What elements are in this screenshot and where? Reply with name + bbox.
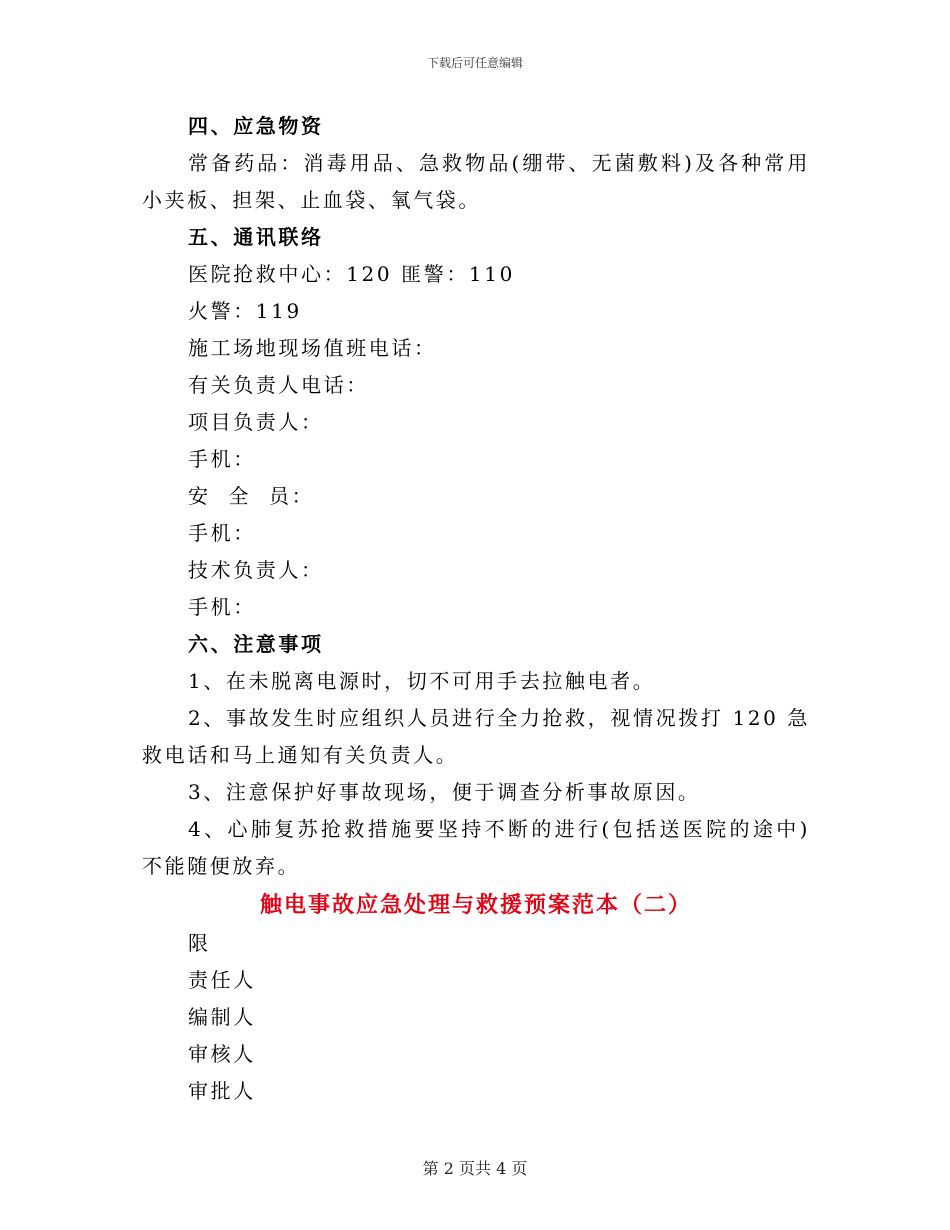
note-item-2: 2、事故发生时应组织人员进行全力抢救，视情况拨打 120 急救电话和马上通知有关负责人。 (142, 706, 810, 767)
part-two-line-reviewer: 审核人 (188, 1042, 256, 1066)
note-item-4: 4、心肺复苏抢救措施要坚持不断的进行(包括送医院的途中)不能随便放弃。 (142, 817, 810, 878)
contact-line-project-lead: 项目负责人： (188, 410, 324, 434)
part-two-line-approver: 审批人 (188, 1079, 256, 1103)
part-two-title: 触电事故应急处理与救援预案范本（二） (259, 892, 692, 918)
page-footer: 第 2 页共 4 页 (422, 1159, 528, 1178)
contact-line-fire: 火警：119 (188, 299, 302, 323)
supplies-paragraph: 常备药品：消毒用品、急救物品(绷带、无菌敷料)及各种常用小夹板、担架、止血袋、氧气袋。 (142, 151, 810, 212)
contact-line-mobile-3: 手机： (188, 595, 256, 619)
contact-line-safety-officer: 安 全 员： (188, 484, 315, 508)
contact-line-site-duty: 施工场地现场值班电话： (188, 336, 437, 360)
note-item-1: 1、在未脱离电源时，切不可用手去拉触电者。 (188, 669, 656, 693)
header-note: 下载后可任意编辑 (426, 56, 523, 70)
part-two-line-author: 编制人 (188, 1005, 256, 1029)
document-body (142, 108, 810, 1110)
section-heading-contacts: 五、通讯联络 (188, 225, 324, 249)
contact-line-hospital: 医院抢救中心：120 匪警：110 (188, 262, 515, 286)
section-heading-notes: 六、注意事项 (188, 632, 324, 656)
note-item-3: 3、注意保护好事故现场，便于调查分析事故原因。 (188, 780, 701, 804)
contact-line-mobile-2: 手机： (188, 521, 256, 545)
section-heading-supplies: 四、应急物资 (188, 114, 324, 138)
contact-line-mobile-1: 手机： (188, 447, 256, 471)
contact-line-tech-lead: 技术负责人： (188, 558, 324, 582)
part-two-line-limit: 限 (188, 931, 211, 955)
contact-line-responsible: 有关负责人电话： (188, 373, 369, 397)
part-two-line-responsible: 责任人 (188, 968, 256, 992)
